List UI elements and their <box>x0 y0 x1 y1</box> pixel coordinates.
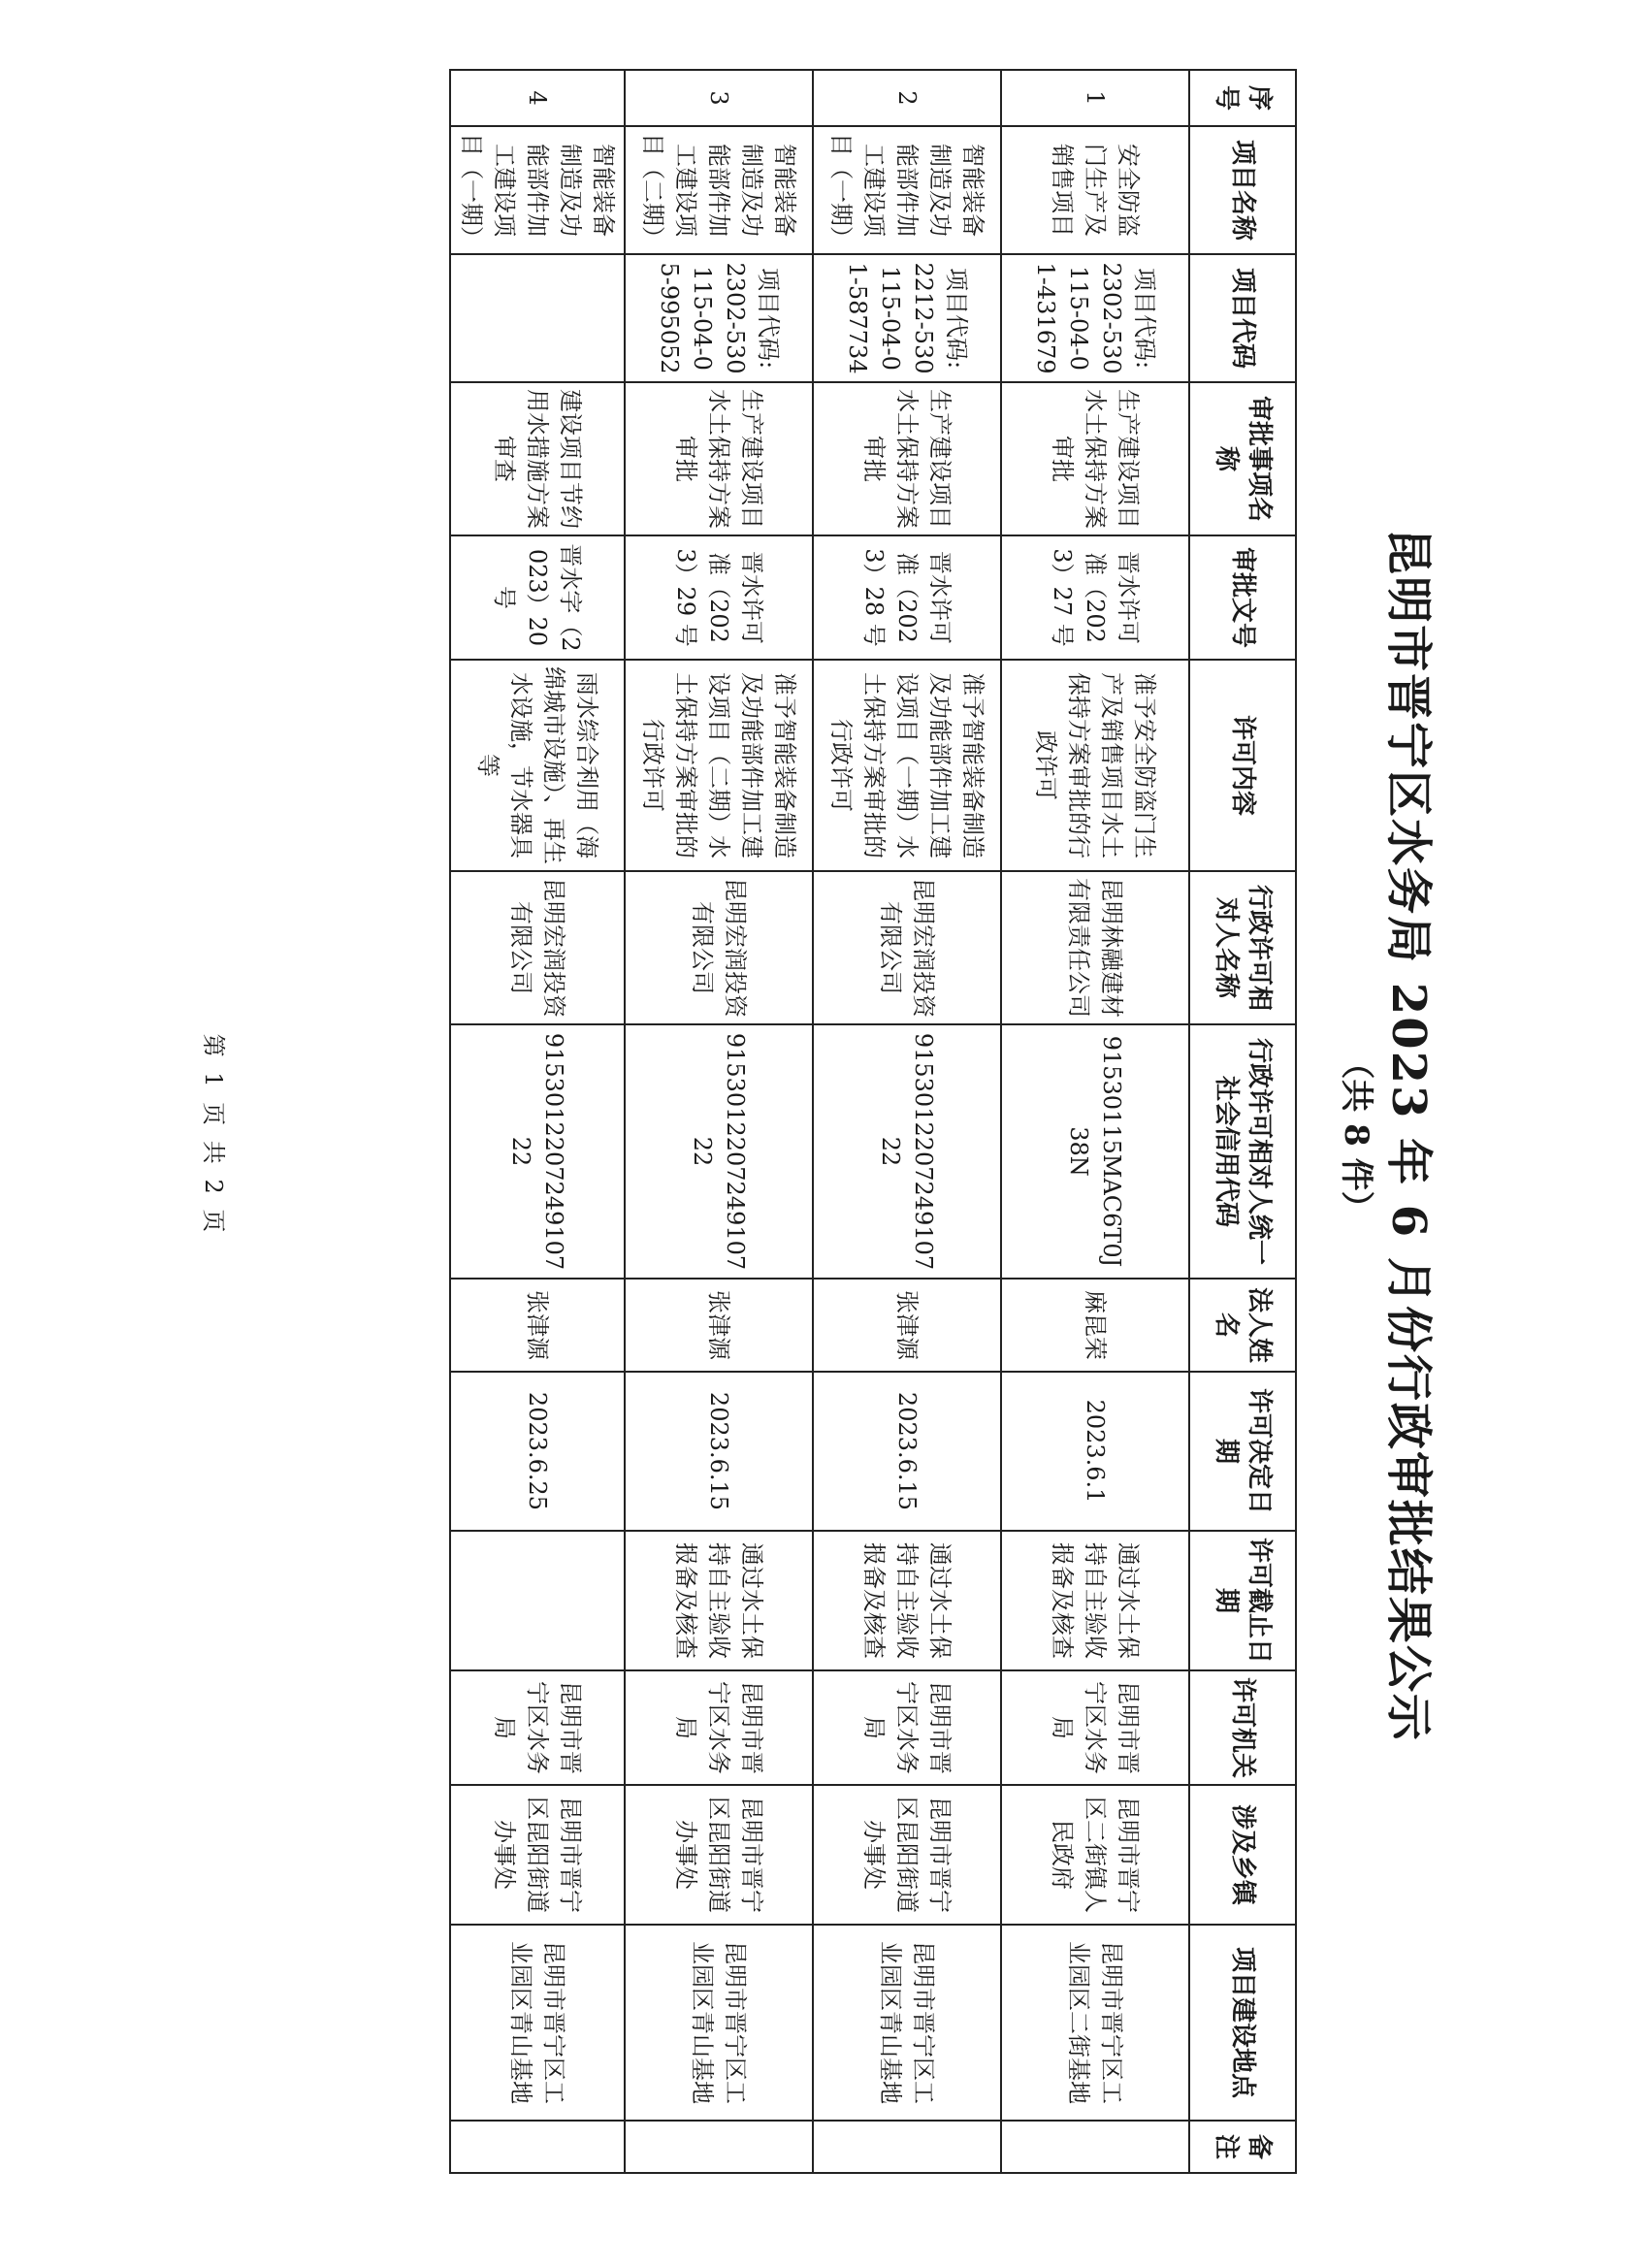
cell-expiry: 通过水土保持自主验收报备及核查 <box>1001 1531 1189 1670</box>
cell-permit-content: 准予智能装备制造及功能部件加工建设项目（一期）水土保持方案审批的行政许可 <box>813 660 1001 871</box>
cell-expiry: 通过水土保持自主验收报备及核查 <box>813 1531 1001 1670</box>
cell-township: 昆明市晋宁区二街镇人民政府 <box>1001 1785 1189 1925</box>
cell-index: 3 <box>625 70 813 126</box>
header-cell: 行政许可相对人名称 <box>1189 871 1296 1024</box>
cell-applicant: 昆明宏润投资有限公司 <box>625 871 813 1024</box>
cell-remarks <box>625 2121 813 2173</box>
cell-index: 1 <box>1001 70 1189 126</box>
cell-document-number: 晋水许可准（2023）28 号 <box>813 535 1001 660</box>
header-cell: 项目名称 <box>1189 126 1296 254</box>
page-number: 第 1 页 共 2 页 <box>200 1033 227 1237</box>
cell-permit-content: 准予智能装备制造及功能部件加工建设项目（二期）水土保持方案审批的行政许可 <box>625 660 813 871</box>
cell-expiry <box>450 1531 625 1670</box>
table-row <box>625 70 813 2173</box>
cell-project-code: 项目代码:2302-530115-04-05-995052 <box>625 254 813 382</box>
cell-location: 昆明市晋宁区工业园区青山基地 <box>813 1925 1001 2121</box>
cell-project-code: 项目代码:2302-530115-04-01-431679 <box>1001 254 1189 382</box>
cell-credit-code: 915301220724910722 <box>450 1024 625 1279</box>
cell-approval-item: 生产建设项目水土保持方案审批 <box>813 382 1001 535</box>
cell-document-number: 晋水许可准（2023）27 号 <box>1001 535 1189 660</box>
cell-township: 昆明市晋宁区昆阳街道办事处 <box>450 1785 625 1925</box>
cell-approval-item: 生产建设项目水土保持方案审批 <box>1001 382 1189 535</box>
header-cell: 序号 <box>1189 70 1296 126</box>
cell-credit-code: 915301220724910722 <box>813 1024 1001 1279</box>
cell-credit-code: 91530115MAC6T0J38N <box>1001 1024 1189 1279</box>
cell-approval-item: 建设项目节约用水措施方案审查 <box>450 382 625 535</box>
header-cell: 法人姓名 <box>1189 1279 1296 1372</box>
cell-project-name: 智能装备制造及功能部件加工建设项目（二期） <box>625 126 813 254</box>
cell-applicant: 昆明宏润投资有限公司 <box>450 871 625 1024</box>
header-cell: 行政许可相对人统一社会信用代码 <box>1189 1024 1296 1279</box>
cell-remarks <box>813 2121 1001 2173</box>
header-cell: 涉及乡镇 <box>1189 1785 1296 1925</box>
header-cell: 项目代码 <box>1189 254 1296 382</box>
table-header-row <box>1189 70 1296 2173</box>
cell-authority: 昆明市晋宁区水务局 <box>813 1670 1001 1785</box>
page-title: 昆明市晋宁区水务局 2023 年 6 月份行政审批结果公示 <box>1381 528 1436 1742</box>
cell-township: 昆明市晋宁区昆阳街道办事处 <box>813 1785 1001 1925</box>
cell-project-code: 项目代码:2212-530115-04-01-587734 <box>813 254 1001 382</box>
cell-remarks <box>1001 2121 1189 2173</box>
cell-permit-content: 雨水综合利用（海绵城市设施）、再生水设施，节水器具等 <box>450 660 625 871</box>
header-cell: 审批文号 <box>1189 535 1296 660</box>
cell-authority: 昆明市晋宁区水务局 <box>450 1670 625 1785</box>
cell-index: 2 <box>813 70 1001 126</box>
table-row <box>1001 70 1189 2173</box>
cell-decision-date: 2023.6.25 <box>450 1372 625 1531</box>
cell-remarks <box>450 2121 625 2173</box>
cell-decision-date: 2023.6.15 <box>813 1372 1001 1531</box>
cell-document-number: 晋水字（2023）20 号 <box>450 535 625 660</box>
table-row <box>813 70 1001 2173</box>
results-table <box>449 69 1297 2174</box>
cell-project-code <box>450 254 625 382</box>
header-cell: 许可机关 <box>1189 1670 1296 1785</box>
header-cell: 备注 <box>1189 2121 1296 2173</box>
cell-index: 4 <box>450 70 625 126</box>
cell-township: 昆明市晋宁区昆阳街道办事处 <box>625 1785 813 1925</box>
cell-authority: 昆明市晋宁区水务局 <box>625 1670 813 1785</box>
cell-expiry: 通过水土保持自主验收报备及核查 <box>625 1531 813 1670</box>
table-row <box>450 70 625 2173</box>
header-cell: 许可截止日期 <box>1189 1531 1296 1670</box>
header-cell: 审批事项名称 <box>1189 382 1296 535</box>
cell-credit-code: 915301220724910722 <box>625 1024 813 1279</box>
cell-applicant: 昆明宏润投资有限公司 <box>813 871 1001 1024</box>
cell-applicant: 昆明林融建材有限责任公司 <box>1001 871 1189 1024</box>
cell-legal-person: 张津源 <box>450 1279 625 1372</box>
cell-legal-person: 张津源 <box>625 1279 813 1372</box>
cell-legal-person: 张津源 <box>813 1279 1001 1372</box>
cell-location: 昆明市晋宁区工业园区二街基地 <box>1001 1925 1189 2121</box>
cell-legal-person: 麻昆荣 <box>1001 1279 1189 1372</box>
cell-permit-content: 准予安全防盗门生产及销售项目水土保持方案审批的行政许可 <box>1001 660 1189 871</box>
cell-project-name: 智能装备制造及功能部件加工建设项目（一期） <box>813 126 1001 254</box>
cell-authority: 昆明市晋宁区水务局 <box>1001 1670 1189 1785</box>
cell-decision-date: 2023.6.15 <box>625 1372 813 1531</box>
page-subtitle: （共 8 件） <box>1337 1046 1375 1224</box>
cell-location: 昆明市晋宁区工业园区青山基地 <box>450 1925 625 2121</box>
cell-approval-item: 生产建设项目水土保持方案审批 <box>625 382 813 535</box>
cell-decision-date: 2023.6.1 <box>1001 1372 1189 1531</box>
cell-project-name: 智能装备制造及功能部件加工建设项目（一期） <box>450 126 625 254</box>
header-cell: 许可决定日期 <box>1189 1372 1296 1531</box>
cell-location: 昆明市晋宁区工业园区青山基地 <box>625 1925 813 2121</box>
cell-document-number: 晋水许可准（2023）29 号 <box>625 535 813 660</box>
header-cell: 许可内容 <box>1189 660 1296 871</box>
header-cell: 项目建设地点 <box>1189 1925 1296 2121</box>
cell-project-name: 安全防盗门生产及销售项目 <box>1001 126 1189 254</box>
